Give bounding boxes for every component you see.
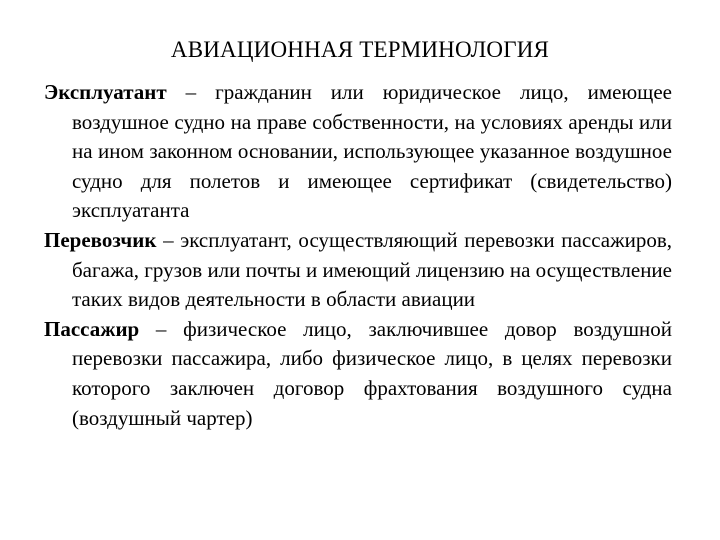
term-definition: – гражданин или юридическое лицо, имеющее воздушное судно на праве собственности, на условиях аренды или на ином законном основании, использующее указанное воздушное судно для полетов и имеющее сертификат (свидетельство) эксплуатанта: [72, 80, 672, 223]
term-definition: – физическое лицо, заключившее довор воздушной перевозки пассажира, либо физическое лицо, в целях перевозки которого заключен договор фрахтования воздушного судна (воздушный чартер): [72, 316, 672, 430]
slide-title: АВИАЦИОННАЯ ТЕРМИНОЛОГИЯ: [170, 37, 550, 62]
term-name: Перевозчик: [44, 227, 157, 252]
term-name: Эксплуатант: [44, 80, 167, 104]
term-definition: – эксплуатант, осуществляющий перевозки пассажиров, багажа, грузов или почты и имеющий лицензию на осуществление таких видов деятельности в области авиации: [72, 227, 672, 312]
term-entry-operator: [44, 78, 672, 226]
term-entry-carrier: [44, 226, 672, 315]
terms-list: [44, 78, 672, 433]
term-entry-passenger: [44, 315, 672, 433]
term-name: Пассажир: [44, 316, 140, 341]
